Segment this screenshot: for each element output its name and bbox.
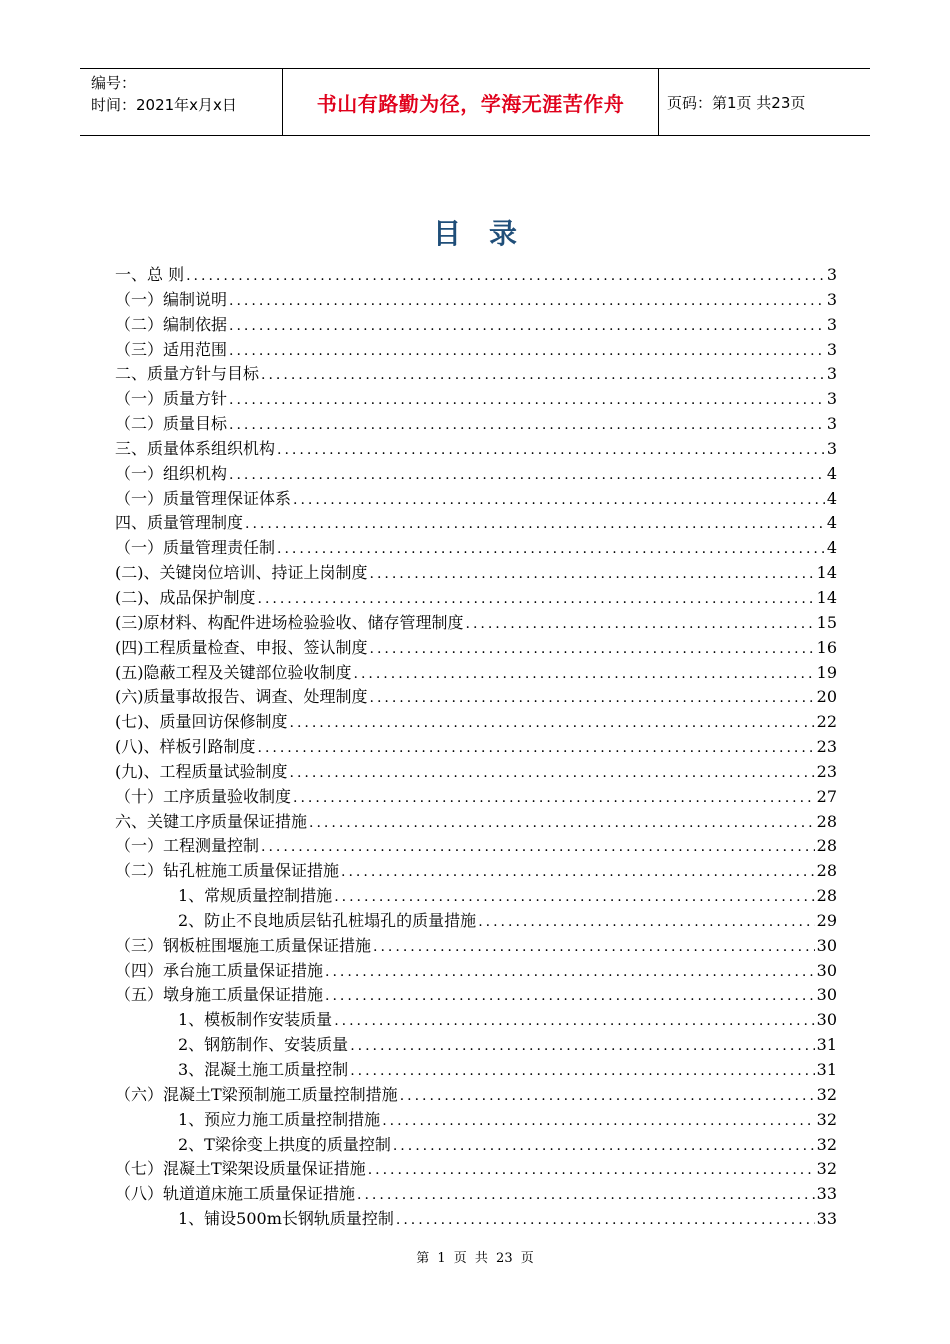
- toc-entry[interactable]: [115, 709, 837, 734]
- toc-entry-page: 3: [826, 314, 837, 334]
- toc-dot-leader: [368, 1162, 815, 1178]
- toc-entry[interactable]: [115, 386, 837, 411]
- toc-entry-label: 三、质量体系组织机构: [115, 438, 276, 458]
- toc-dot-leader: [478, 914, 814, 930]
- toc-entry-label: （二）钻孔桩施工质量保证措施: [115, 861, 340, 881]
- toc-entry-label: （二）编制依据: [115, 314, 228, 334]
- toc-dot-leader: [370, 690, 815, 706]
- toc-entry-page: 22: [816, 712, 837, 732]
- toc-entry-page: 32: [816, 1134, 837, 1154]
- toc-dot-leader: [277, 442, 825, 458]
- document-time-label: 时间：2021年x月x日: [91, 96, 237, 114]
- toc-entry-label: （一）编制说明: [115, 289, 228, 309]
- toc-dot-leader: [261, 367, 825, 383]
- toc-entry-page: 4: [826, 463, 837, 483]
- toc-entry-page: 23: [816, 761, 837, 781]
- toc-entry-page: 3: [826, 265, 837, 284]
- toc-entry-label: （五）墩身施工质量保证措施: [115, 985, 324, 1005]
- toc-entry-label: （三）适用范围: [115, 339, 228, 359]
- page-footer: 第 1 页 共 23 页: [416, 1251, 534, 1266]
- toc-entry-page: 30: [816, 935, 837, 955]
- toc-entry-label: 1、模板制作安装质量: [178, 1010, 333, 1030]
- toc-dot-leader: [229, 293, 825, 309]
- toc-entry-label: 1、预应力施工质量控制措施: [178, 1109, 381, 1129]
- toc-entry-page: 4: [826, 538, 837, 558]
- toc-entry-page: 30: [816, 1010, 837, 1030]
- toc-dot-leader: [229, 343, 825, 359]
- toc-entry[interactable]: [115, 411, 837, 436]
- toc-dot-leader: [290, 715, 815, 731]
- toc-entry-page: 32: [816, 1109, 837, 1129]
- toc-entry-label: （一）质量方针: [115, 389, 228, 409]
- toc-entry-page: 28: [816, 861, 837, 881]
- toc-dot-leader: [258, 740, 815, 756]
- toc-entry[interactable]: [115, 958, 837, 983]
- toc-entry[interactable]: [115, 436, 837, 461]
- toc-entry[interactable]: [115, 1082, 837, 1107]
- toc-entry-label: (七)、质量回访保修制度: [115, 712, 288, 732]
- toc-entry-label: 二、质量方针与目标: [115, 364, 260, 384]
- toc-entry-label: （六）混凝土T梁预制施工质量控制措施: [115, 1084, 398, 1104]
- toc-entry[interactable]: [115, 1032, 837, 1057]
- toc-entry[interactable]: [115, 535, 837, 560]
- toc-dot-leader: [334, 1013, 814, 1029]
- toc-entry-label: 2、防止不良地质层钻孔桩塌孔的质量措施: [178, 910, 477, 930]
- toc-dot-leader: [396, 1212, 815, 1228]
- toc-entry-label: （七）混凝土T梁架设质量保证措施: [115, 1159, 366, 1179]
- header-meta: [80, 69, 283, 135]
- toc-dot-leader: [293, 790, 815, 806]
- toc-entry-page: 32: [816, 1159, 837, 1179]
- toc-dot-leader: [325, 964, 815, 980]
- toc-dot-leader: [393, 1138, 815, 1154]
- toc-entry-label: 1、铺设500m长钢轨质量控制: [178, 1209, 394, 1229]
- toc-entry[interactable]: [115, 337, 837, 362]
- toc-entry-page: 32: [816, 1084, 837, 1104]
- toc-entry-page: 30: [816, 985, 837, 1005]
- toc-entry-page: 33: [816, 1209, 837, 1229]
- toc-entry-page: 3: [826, 389, 837, 409]
- toc-entry-page: 4: [826, 488, 837, 508]
- toc-entry-page: 29: [816, 910, 837, 930]
- toc-dot-leader: [229, 392, 825, 408]
- toc-entry-page: 3: [826, 414, 837, 434]
- toc-entry-page: 3: [826, 289, 837, 309]
- toc-entry[interactable]: [115, 1057, 837, 1082]
- toc-dot-leader: [258, 591, 815, 607]
- toc-entry[interactable]: [115, 510, 837, 535]
- toc-entry-label: 1、常规质量控制措施: [178, 886, 333, 906]
- toc-entry-page: 3: [826, 438, 837, 458]
- toc-entry[interactable]: [115, 461, 837, 486]
- toc-entry[interactable]: [115, 312, 837, 337]
- toc-entry-page: 28: [816, 886, 837, 906]
- toc-dot-leader: [334, 889, 814, 905]
- toc-dot-leader: [373, 939, 815, 955]
- toc-dot-leader: [400, 1088, 815, 1104]
- toc-entry[interactable]: [115, 858, 837, 883]
- toc-dot-leader: [290, 765, 815, 781]
- page-header: [80, 68, 870, 136]
- toc-entry-label: (九)、工程质量试验制度: [115, 761, 288, 781]
- toc-dot-leader: [350, 1063, 814, 1079]
- toc-entry[interactable]: [115, 1206, 837, 1231]
- page-title: 目录: [432, 217, 545, 250]
- toc-entry-page: 14: [816, 563, 837, 583]
- toc-entry[interactable]: [115, 585, 837, 610]
- toc-dot-leader: [245, 516, 825, 532]
- toc-entry-label: (五)隐蔽工程及关键部位验收制度: [115, 662, 352, 682]
- toc-entry[interactable]: [115, 759, 837, 784]
- toc-entry-label: （二）质量目标: [115, 414, 228, 434]
- toc-dot-leader: [382, 1113, 814, 1129]
- toc-dot-leader: [309, 815, 815, 831]
- toc-entry[interactable]: [115, 660, 837, 685]
- toc-entry-page: 4: [826, 513, 837, 533]
- toc-entry[interactable]: [115, 933, 837, 958]
- toc-entry-page: 19: [816, 662, 837, 682]
- toc-entry[interactable]: [115, 1007, 837, 1032]
- toc-entry-page: 33: [816, 1184, 837, 1204]
- toc-dot-leader: [370, 641, 815, 657]
- header-motto: 书山有路勤为径，学海无涯苦作舟: [283, 69, 659, 135]
- toc-entry-label: (三)原材料、构配件进场检验验收、储存管理制度: [115, 612, 464, 632]
- toc-entry-label: 六、关键工序质量保证措施: [115, 811, 308, 831]
- toc-entry-page: 3: [826, 364, 837, 384]
- toc-entry-label: (六)质量事故报告、调查、处理制度: [115, 687, 368, 707]
- toc-entry-label: （三）钢板桩围堰施工质量保证措施: [115, 935, 372, 955]
- document-number-label: 编号：: [91, 74, 137, 92]
- toc-dot-leader: [229, 417, 825, 433]
- toc-dot-leader: [466, 616, 815, 632]
- toc-dot-leader: [229, 318, 825, 334]
- toc-entry-label: （一）组织机构: [115, 463, 228, 483]
- toc-entry-page: 31: [816, 1060, 837, 1079]
- toc-entry-page: 3: [826, 339, 837, 359]
- toc-entry-page: 30: [816, 960, 837, 980]
- toc-entry-label: 一、总 则: [115, 265, 185, 284]
- toc-entry[interactable]: [115, 560, 837, 585]
- toc-entry[interactable]: [115, 361, 837, 386]
- toc-entry-label: (二)、成品保护制度: [115, 587, 256, 607]
- toc-dot-leader: [341, 864, 815, 880]
- toc-entry[interactable]: [115, 908, 837, 933]
- toc-entry[interactable]: [115, 833, 837, 858]
- toc-entry[interactable]: [115, 734, 837, 759]
- toc-entry-label: 3、混凝土施工质量控制: [178, 1060, 349, 1079]
- toc-entry-label: （十）工序质量验收制度: [115, 786, 292, 806]
- toc-entry[interactable]: [115, 1107, 837, 1132]
- toc-entry[interactable]: [115, 1181, 837, 1206]
- table-of-contents: [115, 262, 837, 1231]
- toc-entry[interactable]: [115, 1132, 837, 1157]
- toc-entry[interactable]: [115, 982, 837, 1007]
- toc-dot-leader: [277, 541, 825, 557]
- toc-entry[interactable]: [115, 635, 837, 660]
- toc-dot-leader: [370, 566, 815, 582]
- toc-entry-page: 23: [816, 737, 837, 757]
- toc-entry-label: 2、钢筋制作、安装质量: [178, 1035, 349, 1055]
- toc-entry-page: 28: [816, 836, 837, 856]
- toc-entry-page: 14: [816, 587, 837, 607]
- toc-dot-leader: [261, 839, 815, 855]
- toc-entry-label: （四）承台施工质量保证措施: [115, 960, 324, 980]
- toc-entry[interactable]: [115, 684, 837, 709]
- toc-dot-leader: [186, 268, 825, 284]
- toc-entry[interactable]: [115, 883, 837, 908]
- toc-dot-leader: [354, 666, 815, 682]
- toc-entry-label: （八）轨道道床施工质量保证措施: [115, 1184, 356, 1204]
- toc-entry[interactable]: [115, 262, 837, 287]
- toc-entry-label: (二)、关键岗位培训、持证上岗制度: [115, 563, 368, 583]
- toc-entry[interactable]: [115, 287, 837, 312]
- toc-entry-label: （一）工程测量控制: [115, 836, 260, 856]
- toc-dot-leader: [293, 492, 825, 508]
- toc-entry-label: 四、质量管理制度: [115, 513, 244, 533]
- toc-entry-label: 2、T梁徐变上拱度的质量控制: [178, 1134, 391, 1154]
- toc-entry-page: 16: [816, 637, 837, 657]
- toc-entry-label: (四)工程质量检查、申报、签认制度: [115, 637, 368, 657]
- toc-entry-label: （一）质量管理保证体系: [115, 488, 292, 508]
- toc-dot-leader: [325, 988, 815, 1004]
- toc-entry-page: 27: [816, 786, 837, 806]
- toc-entry-page: 20: [816, 687, 837, 707]
- toc-entry-page: 31: [816, 1035, 837, 1055]
- header-page-label: 页码：第1页 共23页: [667, 93, 806, 112]
- toc-entry[interactable]: [115, 486, 837, 511]
- toc-entry[interactable]: [115, 784, 837, 809]
- toc-entry[interactable]: [115, 1156, 837, 1181]
- toc-dot-leader: [229, 467, 825, 483]
- toc-entry[interactable]: [115, 610, 837, 635]
- toc-entry-page: 28: [816, 811, 837, 831]
- toc-entry-page: 15: [816, 612, 837, 632]
- toc-entry[interactable]: [115, 809, 837, 834]
- toc-entry-label: (八)、样板引路制度: [115, 737, 256, 757]
- toc-dot-leader: [357, 1187, 815, 1203]
- toc-entry-label: （一）质量管理责任制: [115, 538, 276, 558]
- toc-dot-leader: [350, 1038, 814, 1054]
